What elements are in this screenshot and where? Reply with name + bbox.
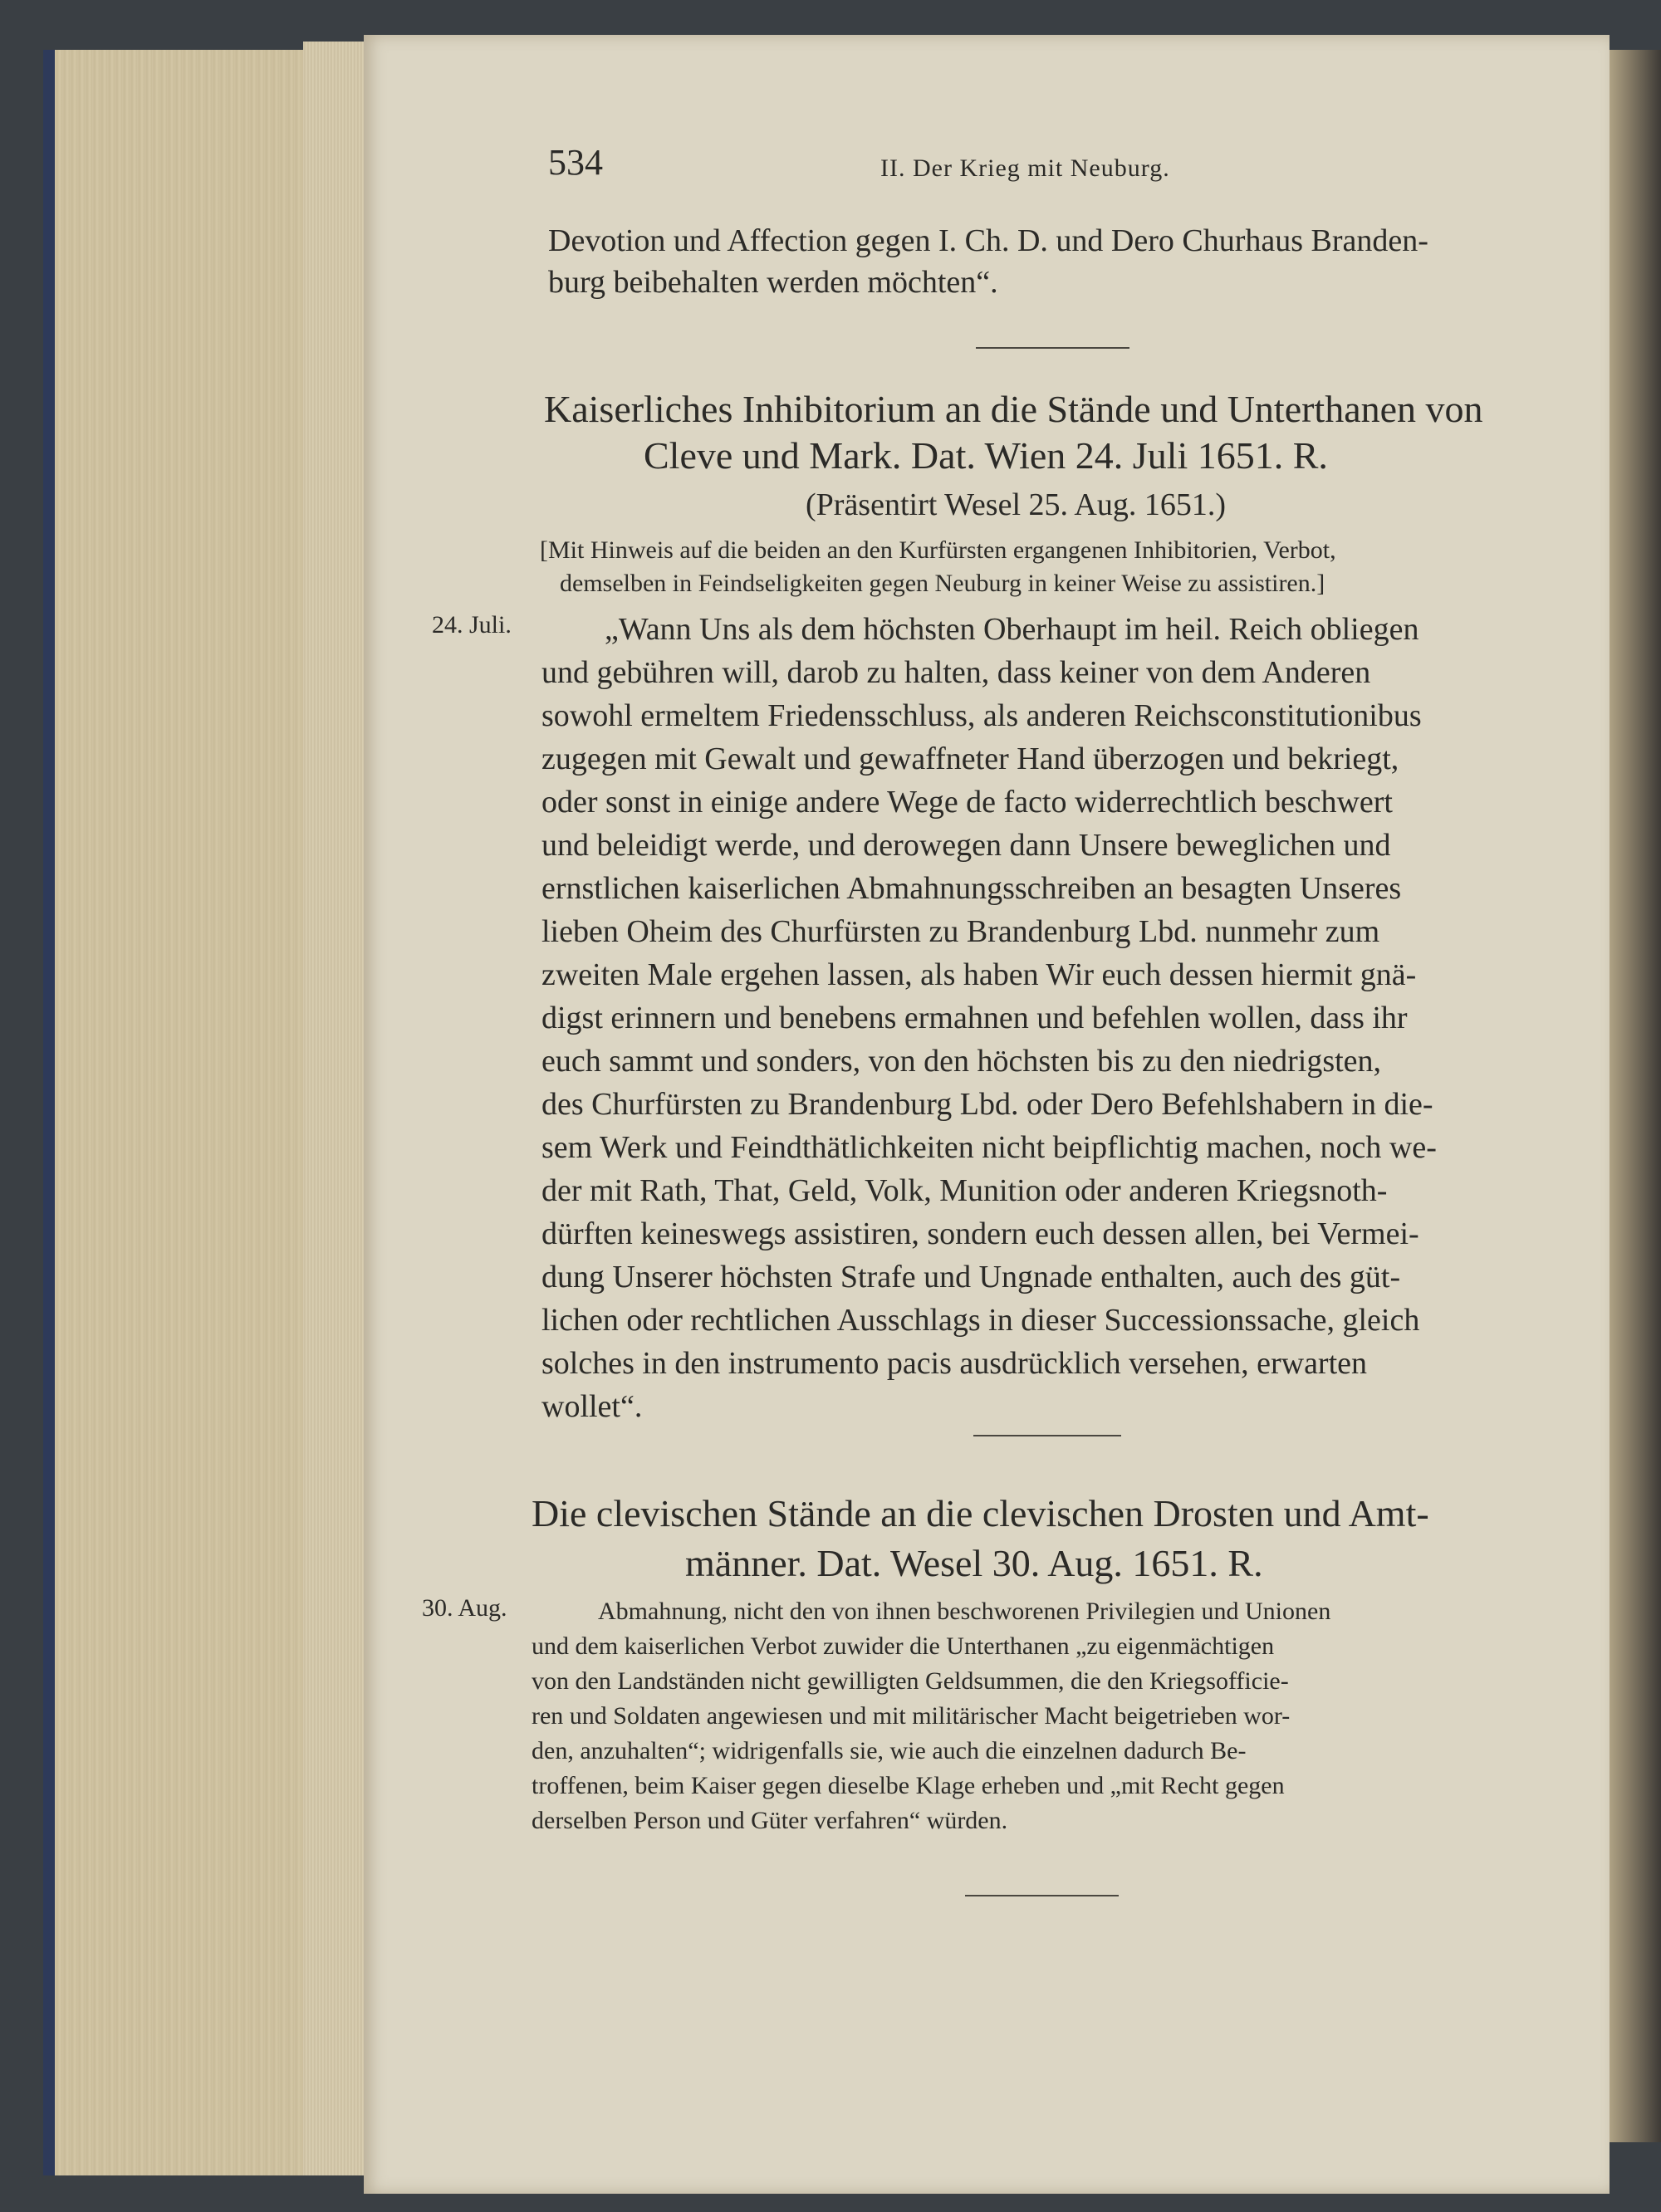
body-line: zugegen mit Gewalt und gewaffneter Hand überzogen und bekriegt, [541,741,1399,776]
body-line: digst erinnern und benebens ermahnen und befehlen wollen, dass ihr [541,1001,1408,1035]
summary-body-line: troffenen, beim Kaiser gegen dieselbe Klage erheben und „mit Recht gegen [532,1772,1285,1799]
summary-body-line: derselben Person und Güter verfahren“ würden. [532,1807,1008,1834]
summary-line: [Mit Hinweis auf die beiden an den Kurfürsten ergangenen Inhibitorien, Verbot, [540,536,1336,564]
body-line: „Wann Uns als dem höchsten Oberhaupt im heil. Reich obliegen [605,612,1419,647]
summary-body-line: Abmahnung, nicht den von ihnen beschworenen Privilegien und Unionen [598,1598,1331,1625]
presentation-note: (Präsentirt Wesel 25. Aug. 1651.) [806,487,1227,522]
summary-line: demselben in Feindseligkeiten gegen Neuburg in keiner Weise zu assistiren.] [560,570,1325,597]
section-title-line: Kaiserliches Inhibitorium an die Stände und Unterthanen von [544,388,1483,430]
body-line: dürften keineswegs assistiren, sondern euch dessen allen, bei Vermei- [541,1216,1419,1251]
page-stack-edge [303,42,370,2175]
body-line: und beleidigt werde, und derowegen dann Unsere beweglichen und [541,828,1391,863]
margin-date: 30. Aug. [422,1594,507,1622]
section-divider [973,1435,1121,1436]
body-line: euch sammt und sonders, von den höchsten bis zu den niedrigsten, [541,1044,1382,1079]
body-line: sem Werk und Feindthätlichkeiten nicht beipflichtig machen, noch we- [541,1130,1437,1165]
body-line: lichen oder rechtlichen Ausschlags in dieser Successionssache, gleich [541,1303,1420,1338]
summary-body-line: von den Landständen nicht gewilligten Geldsummen, die den Kriegsofficie- [532,1667,1289,1695]
body-line: oder sonst in einige andere Wege de facto widerrechtlich beschwert [541,785,1393,820]
body-line: lieben Oheim des Churfürsten zu Brandenburg Lbd. nunmehr zum [541,914,1380,949]
intro-line: Devotion und Affection gegen I. Ch. D. und Dero Churhaus Branden- [548,223,1428,258]
facing-page-edge [1605,50,1661,2142]
section-title-line: männer. Dat. Wesel 30. Aug. 1651. R. [685,1542,1263,1584]
body-line: dung Unserer höchsten Strafe und Ungnade enthalten, auch des güt- [541,1260,1401,1294]
summary-body-line: und dem kaiserlichen Verbot zuwider die Unterthanen „zu eigenmächtigen [532,1632,1275,1660]
section-title-line: Die clevischen Stände an die clevischen Drosten und Amt- [532,1492,1429,1534]
body-line: wollet“. [541,1389,643,1424]
margin-date: 24. Juli. [432,611,512,639]
body-line: zweiten Male ergehen lassen, als haben Wir euch dessen hiermit gnä- [541,957,1417,992]
body-line: solches in den instrumento pacis ausdrücklich versehen, erwarten [541,1346,1368,1381]
body-line: des Churfürsten zu Brandenburg Lbd. oder Dero Befehlshabern in die- [541,1087,1433,1122]
summary-body-line: den, anzuhalten“; widrigenfalls sie, wie auch die einzelnen dadurch Be- [532,1737,1247,1764]
section-divider [976,347,1129,349]
page-number: 534 [548,142,603,183]
body-line: sowohl ermeltem Friedensschluss, als anderen Reichsconstitutionibus [541,698,1422,733]
body-line: ernstlichen kaiserlichen Abmahnungsschreiben an besagten Unseres [541,871,1402,906]
running-head: II. Der Krieg mit Neuburg. [880,154,1170,182]
body-line: und gebühren will, darob zu halten, dass keiner von dem Anderen [541,655,1371,690]
body-line: der mit Rath, That, Geld, Volk, Munition oder anderen Kriegsnoth- [541,1173,1388,1208]
section-title-line: Cleve und Mark. Dat. Wien 24. Juli 1651. R. [644,434,1328,477]
summary-body-line: ren und Soldaten angewiesen und mit militärischer Macht beigetrieben wor- [532,1702,1291,1730]
section-divider [965,1895,1119,1896]
intro-line: burg beibehalten werden möchten“. [548,265,998,300]
